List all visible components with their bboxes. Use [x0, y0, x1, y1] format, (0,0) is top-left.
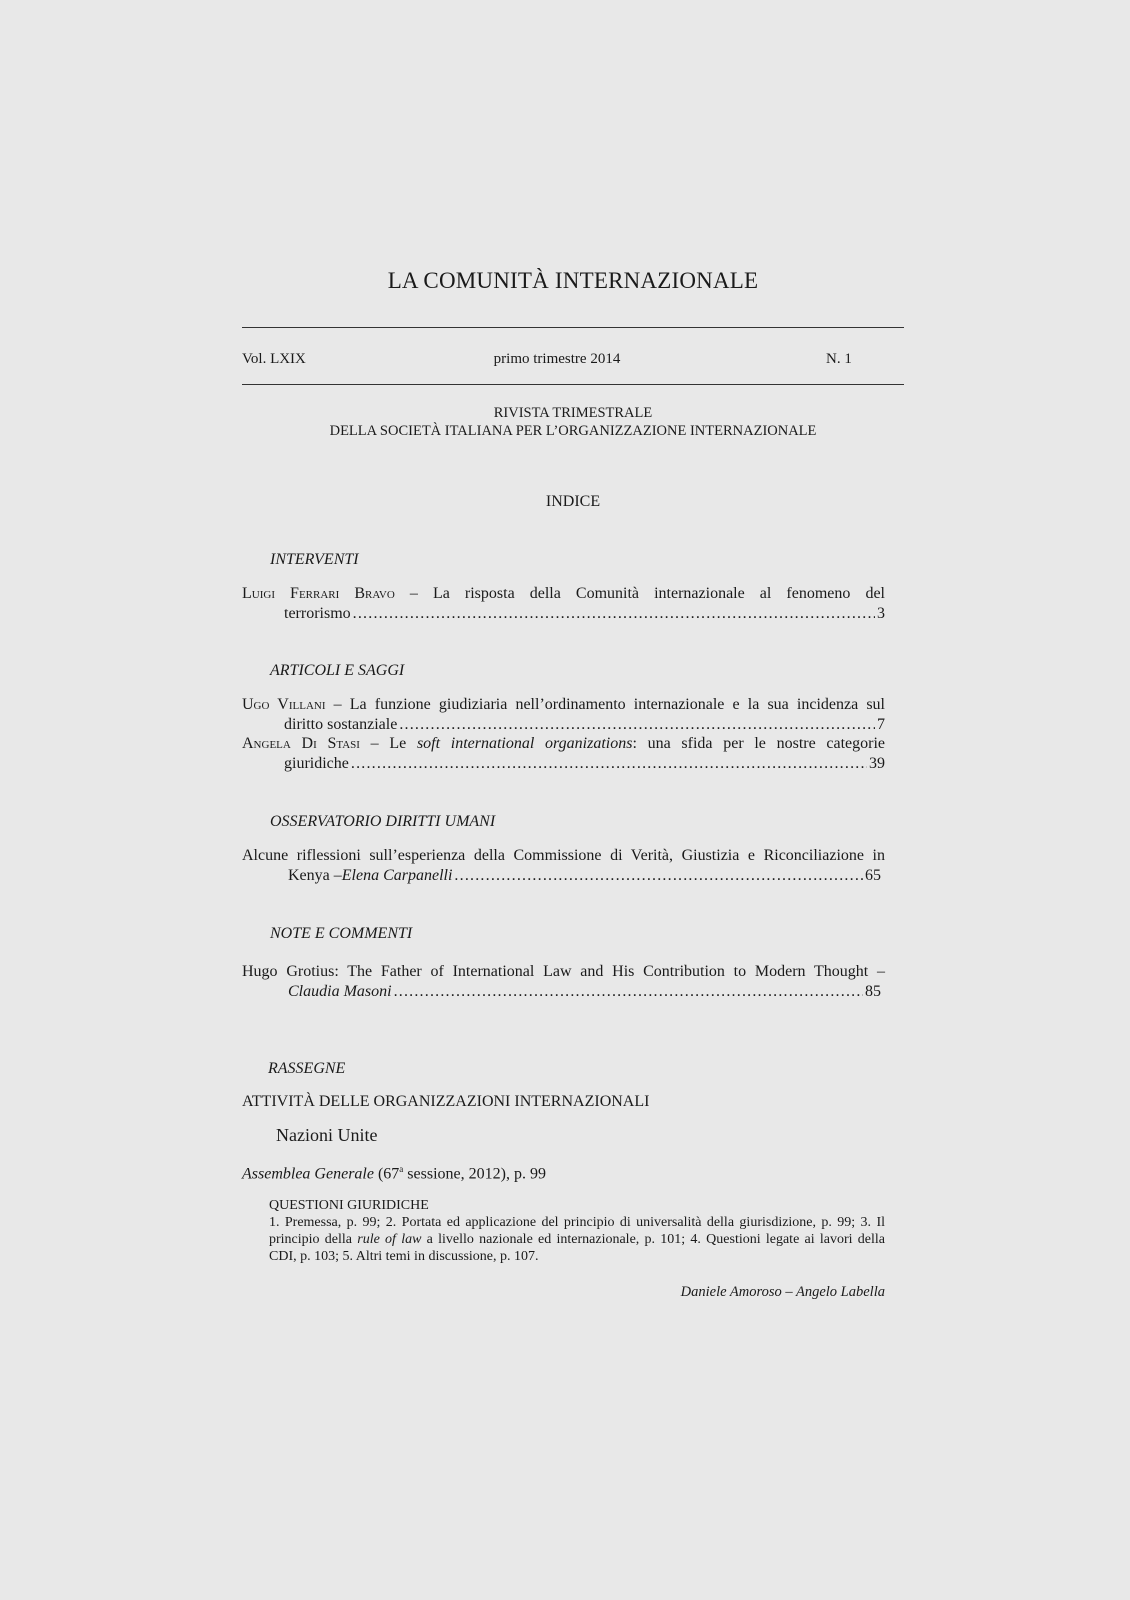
section-heading-rassegne: RASSEGNE — [268, 1060, 346, 1077]
subtitle-line-2: DELLA SOCIETÀ ITALIANA PER L’ORGANIZZAZIONE INTERNAZIONALE — [329, 423, 817, 439]
entry-author: Elena Carpanelli — [341, 867, 453, 884]
entry-page: 7 — [877, 716, 885, 733]
rassegne-subtitle: Nazioni Unite — [276, 1125, 378, 1145]
entry-title: La risposta della Comunità internazionale al fenomeno del — [432, 585, 885, 602]
questions-text: 1. Premessa, p. 99; 2. Portata ed applicazione del principio di universalità della giurisdizione, p. 99; 3. Il principio della rule of law a livello nazionale ed internazionale, p. 101; 4. Questioni legate ai lavori della CDI, p. 103; 5. Altri temi in discussione, p. 107. — [269, 1215, 885, 1264]
entry-title-cont: terrorismo — [284, 605, 351, 622]
entry-page: 65 — [865, 867, 881, 884]
questions-heading: QUESTIONI GIURIDICHE — [269, 1198, 429, 1213]
entry-title-italic: soft international organizations — [416, 735, 633, 752]
header-rule-top — [242, 327, 904, 328]
entry-page: 39 — [869, 755, 885, 772]
leader-dots — [351, 754, 867, 774]
rassegne-title: ATTIVITÀ DELLE ORGANIZZAZIONI INTERNAZIONALI — [242, 1093, 650, 1110]
entry-title: Hugo Grotius: The Father of International Law and His Contribution to Modern Thought – — [242, 963, 885, 980]
subtitle-line-1: RIVISTA TRIMESTRALE — [493, 405, 653, 421]
index-title: INDICE — [545, 493, 601, 510]
entry-page: 85 — [865, 983, 881, 1000]
entry-title-cont: diritto sostanziale — [284, 716, 398, 733]
journal-title: LA COMUNITÀ INTERNAZIONALE — [387, 268, 759, 293]
entry-author: Luigi Ferrari Bravo — [242, 585, 395, 602]
rassegne-authors: Daniele Amoroso – Angelo Labella — [680, 1284, 885, 1300]
entry-page: 3 — [877, 605, 885, 622]
toc-entry[interactable] — [242, 846, 885, 886]
leader-dots — [454, 866, 863, 886]
entry-author: Angela Di Stasi — [242, 735, 360, 752]
section-heading-articoli: ARTICOLI E SAGGI — [270, 662, 405, 679]
section-heading-interventi: INTERVENTI — [270, 551, 359, 568]
entry-author: Ugo Villani — [242, 696, 326, 713]
leader-dots — [394, 982, 863, 1002]
toc-entry[interactable] — [242, 962, 885, 1002]
section-heading-note: NOTE E COMMENTI — [270, 925, 413, 942]
toc-entry[interactable] — [242, 584, 885, 624]
period-label: primo trimestre 2014 — [493, 351, 621, 367]
entry-title-line: Luigi Ferrari Bravo – La risposta della Comunità internazionale al fenomeno del — [242, 585, 885, 602]
entry-title-cont: giuridiche — [284, 755, 349, 772]
entry-author: Claudia Masoni — [288, 983, 392, 1000]
journal-subtitle — [242, 404, 904, 440]
toc-entry[interactable]: Ugo Villani – La funzione giudiziaria nell’ordinamento internazionale e la sua incidenza sul diritto sostanziale ..... 7 — [242, 695, 885, 735]
entry-title-cont: Kenya – — [288, 867, 342, 884]
assembly-entry[interactable]: Assemblea Generale (67$^a$ sessione, 2012), p. 99 — [242, 1164, 546, 1183]
questions-block — [269, 1197, 885, 1265]
volume-label: Vol. LXIX — [242, 351, 306, 367]
leader-dots — [399, 715, 875, 735]
issue-number: N. 1 — [826, 351, 852, 367]
leader-dots — [353, 604, 875, 624]
toc-entry[interactable]: Angela Di Stasi – Le soft international organizations: una sfida per le nostre categorie giuridiche ..... 39 — [242, 734, 885, 774]
section-heading-osservatorio: OSSERVATORIO DIRITTI UMANI — [270, 813, 496, 830]
header-rule-bottom — [242, 384, 904, 385]
entry-title: Alcune riflessioni sull’esperienza della Commissione di Verità, Giustizia e Riconciliazione in — [242, 847, 885, 864]
entry-title: La funzione giudiziaria nell’ordinamento internazionale e la sua incidenza sul — [349, 696, 886, 713]
